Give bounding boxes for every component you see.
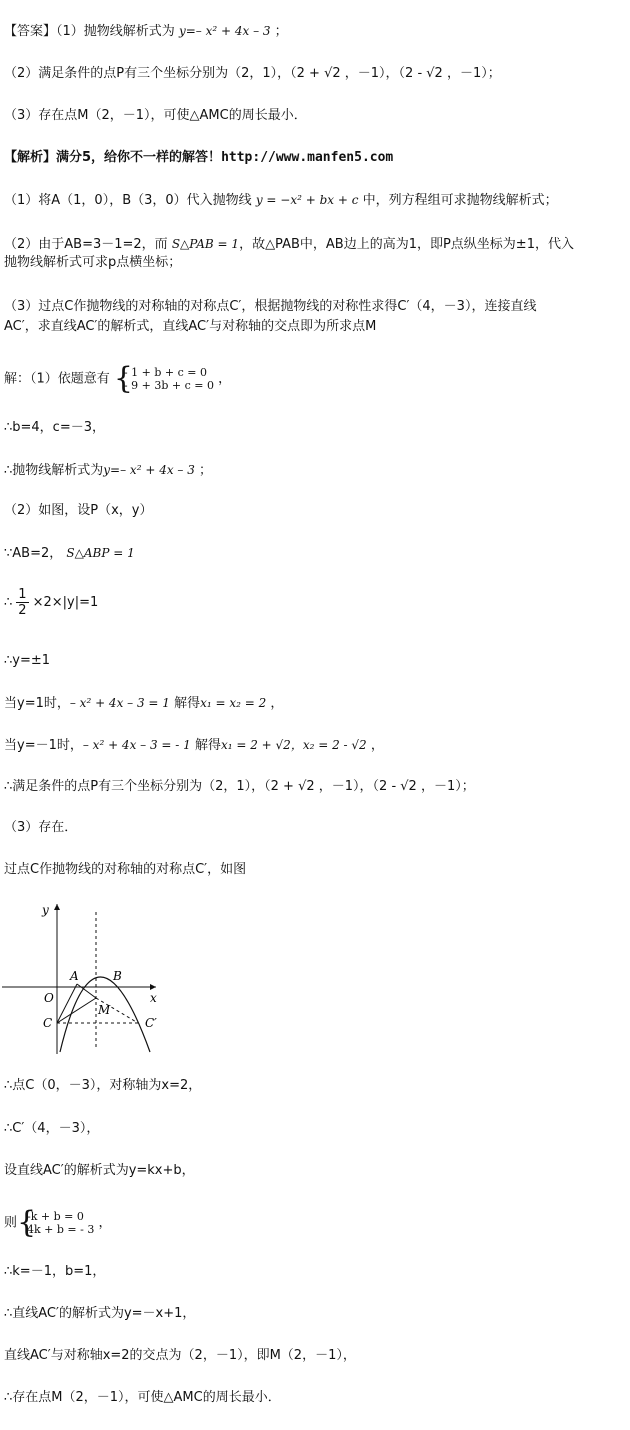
solution-line-3 bbox=[4, 461, 212, 480]
solution-9-text: 当y=－1时， bbox=[4, 738, 83, 753]
solution-line-13: ∴点C（0，－3），对称轴为x=2， bbox=[4, 1078, 202, 1093]
solution-line-8 bbox=[4, 694, 283, 713]
label-c: C bbox=[43, 1016, 53, 1030]
analysis-header bbox=[4, 149, 393, 167]
brace-2: { bbox=[17, 1205, 37, 1240]
solution-3-end: ； bbox=[199, 463, 213, 478]
solution-16-text: 则 bbox=[4, 1215, 18, 1231]
solution-line-12: 过点C作抛物线的对称轴的对称点C′，如图 bbox=[4, 862, 247, 877]
solution-line-14: ∴C′（4，－3）， bbox=[4, 1121, 100, 1136]
solution-5-expr: S△ABP = 1 bbox=[66, 546, 135, 560]
analysis-p1 bbox=[4, 191, 558, 210]
brace-1: { bbox=[113, 361, 134, 396]
answer-1-label: （1）抛物线解析式为 bbox=[56, 24, 175, 39]
solution-line-2: ∴b=4，c=－3， bbox=[4, 420, 105, 435]
eq1-row-2: - 9 + 3b + c = 0 bbox=[123, 379, 214, 392]
analysis-p1-a: （1）将A（1，0），B（3，0）代入抛物线 bbox=[4, 193, 252, 208]
solution-line-5 bbox=[4, 544, 135, 563]
eq1-end: ， bbox=[218, 371, 232, 387]
solution-line-11: （3）存在． bbox=[4, 820, 78, 835]
parabola-figure bbox=[0, 896, 170, 1056]
solution-9-end: ， bbox=[370, 738, 384, 753]
answer-line-1 bbox=[4, 22, 288, 41]
answer-line-3: （3）存在点M（2，－1），可使△AMC的周长最小． bbox=[4, 108, 307, 123]
analysis-p2-cont: 抛物线解析式可求p点横坐标； bbox=[4, 255, 182, 270]
solution-9-root: x₁ = 2 + √2，x₂ = 2 - √2 bbox=[220, 738, 367, 752]
analysis-p2-b: ，故△PAB中，AB边上的高为1，即P点纵坐标为±1，代入 bbox=[239, 237, 574, 252]
eq1-row-1: - 1 + b + c = 0 bbox=[123, 366, 207, 379]
equation-system-2 bbox=[17, 1205, 95, 1240]
solution-6-pre: ∴ bbox=[4, 595, 13, 610]
label-c-prime: C′ bbox=[145, 1016, 157, 1030]
solution-9-expr: – x² + 4x – 3 = - 1 bbox=[82, 738, 191, 752]
label-y: y bbox=[42, 903, 49, 917]
solution-line-20: ∴存在点M（2，－1），可使△AMC的周长最小． bbox=[4, 1390, 281, 1405]
analysis-url: http://www.manfen5.com bbox=[221, 150, 394, 165]
equation-system-1 bbox=[113, 361, 214, 396]
solution-5-text: ∵AB=2， bbox=[4, 546, 63, 561]
label-a: A bbox=[70, 969, 79, 983]
eq2-row-1: -k + b = 0 bbox=[27, 1210, 84, 1223]
solution-line-18: ∴直线AC′的解析式为y=－x+1， bbox=[4, 1306, 196, 1321]
eq2-end: ， bbox=[98, 1215, 112, 1231]
fraction-denominator: 2 bbox=[18, 603, 27, 618]
segment-am bbox=[77, 984, 96, 998]
solution-line-17: ∴k=－1，b=1， bbox=[4, 1264, 106, 1279]
analysis-p1-expr: y = −x² + bx + c bbox=[255, 193, 359, 207]
analysis-ad: 满分5，给你不一样的解答！ bbox=[56, 150, 222, 165]
solution-3-expr: y=– x² + 4x – 3 bbox=[103, 463, 195, 477]
analysis-head: 【解析】 bbox=[4, 150, 57, 165]
solution-line-19: 直线AC′与对称轴x=2的交点为（2，－1），即M（2，－1）， bbox=[4, 1348, 356, 1363]
analysis-p1-b: 中，列方程组可求抛物线解析式； bbox=[362, 193, 558, 208]
solution-line-1 bbox=[4, 361, 232, 396]
solution-6-text: ×2×|y|=1 bbox=[32, 595, 99, 610]
solution-line-4: （2）如图，设P（x，y） bbox=[4, 503, 153, 518]
answer-head: 【答案】 bbox=[4, 24, 57, 39]
eq2-row-2: 4k + b = - 3 bbox=[27, 1223, 95, 1236]
solution-8-root: x₁ = x₂ = 2 bbox=[200, 696, 267, 710]
answer-line-2: （2）满足条件的点P有三个坐标分别为（2，1），（2 + √2 ，－1），（2 - √2 ，－1）； bbox=[4, 66, 501, 81]
solution-8-text: 当y=1时， bbox=[4, 696, 70, 711]
analysis-p3-cont: AC′，求直线AC′的解析式，直线AC′与对称轴的交点即为所求点M bbox=[4, 319, 377, 334]
solution-line-7: ∴y=±1 bbox=[4, 653, 51, 668]
label-m: M bbox=[98, 1003, 111, 1017]
analysis-p2-expr: S△PAB = 1 bbox=[171, 237, 240, 251]
solution-3-text: ∴抛物线解析式为 bbox=[4, 463, 104, 478]
solution-8-end: ， bbox=[270, 696, 284, 711]
solution-9-solve: 解得 bbox=[194, 738, 221, 753]
answer-1-end: ； bbox=[274, 24, 288, 39]
solution-8-solve: 解得 bbox=[174, 696, 201, 711]
fraction-half bbox=[16, 587, 28, 618]
analysis-p3: （3）过点C作抛物线的对称轴的对称点C′，根据抛物线的对称性求得C′（4，－3），连接直线 bbox=[4, 299, 537, 314]
fraction-numerator: 1 bbox=[18, 587, 27, 602]
solution-line-10: ∴满足条件的点P有三个坐标分别为（2，1），（2 + √2 ，－1），（2 - √2 ，－1）； bbox=[4, 779, 475, 794]
solution-8-expr: – x² + 4x – 3 = 1 bbox=[69, 696, 170, 710]
label-o: O bbox=[44, 991, 54, 1005]
solution-line-6 bbox=[4, 587, 98, 618]
solution-line-9 bbox=[4, 736, 384, 755]
label-b: B bbox=[113, 969, 122, 983]
analysis-p2 bbox=[4, 235, 574, 254]
solution-line-16 bbox=[4, 1205, 112, 1240]
answer-1-expr: y=– x² + 4x – 3 bbox=[178, 24, 271, 38]
analysis-p2-a: （2）由于AB=3－1=2，而 bbox=[4, 237, 168, 252]
label-x: x bbox=[150, 991, 157, 1005]
solution-1-text: 解：（1）依题意有 bbox=[4, 371, 110, 387]
solution-line-15: 设直线AC′的解析式为y=kx+b， bbox=[4, 1163, 195, 1178]
